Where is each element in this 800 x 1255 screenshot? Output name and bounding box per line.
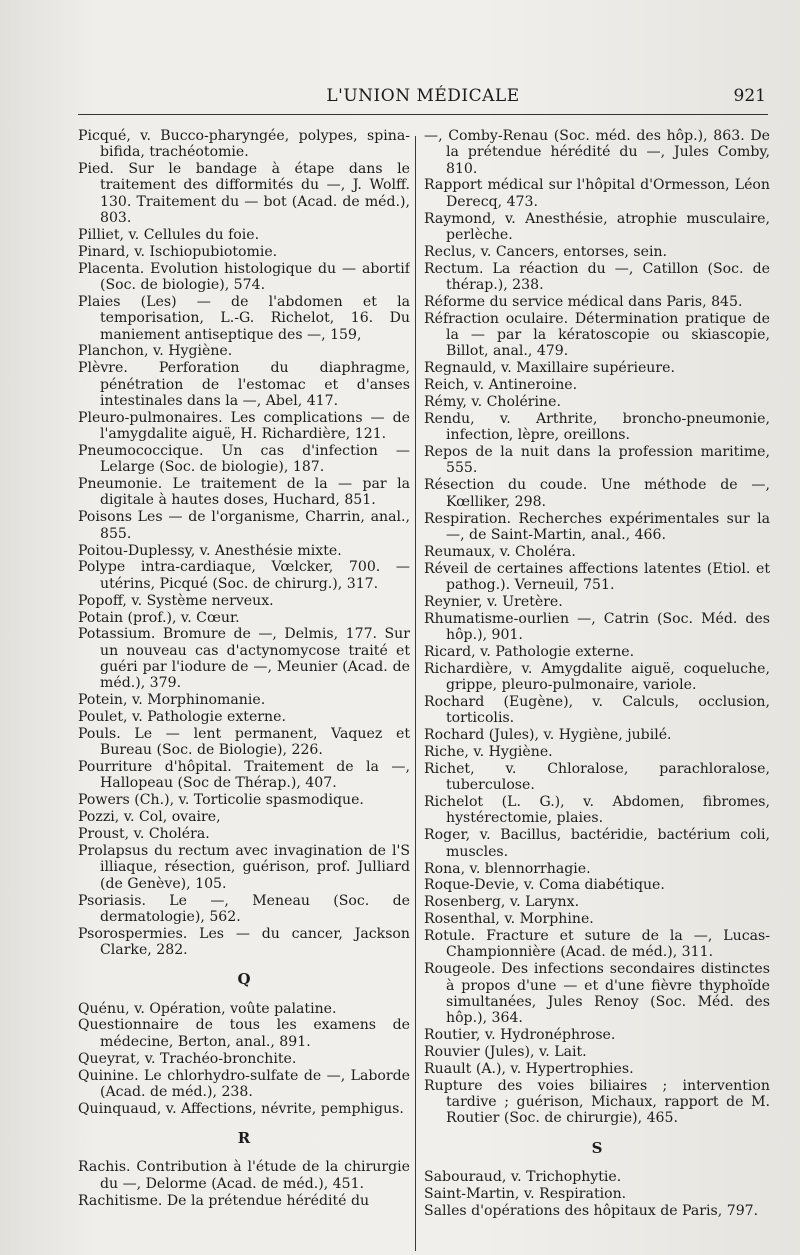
index-entry: Psorospermies. Les — du cancer, Jackson Clarke, 282.	[78, 925, 410, 958]
page-number: 921	[733, 86, 766, 106]
right-column	[424, 128, 770, 1253]
index-entry: Rhumatisme-ourlien —, Catrin (Soc. Méd. des hôp.), 901.	[424, 610, 770, 643]
index-entry: Rouvier (Jules), v. Lait.	[424, 1043, 587, 1060]
index-entry: Poitou-Duplessy, v. Anesthésie mixte.	[78, 542, 342, 559]
index-entry: Potassium. Bromure de —, Delmis, 177. Sur un nouveau cas d'actynomycose traité et guéri par l'iodure de —, Meunier (Acad. de méd.), 379.	[78, 626, 410, 692]
index-entry: Queyrat, v. Trachéo-bronchite.	[78, 1050, 297, 1067]
index-entry: Saint-Martin, v. Respiration.	[424, 1185, 627, 1202]
index-entry: Richelot (L. G.), v. Abdomen, fibromes, hystérectomie, plaies.	[424, 794, 770, 827]
index-entry: Pilliet, v. Cellules du foie.	[78, 226, 260, 243]
index-entry: Plèvre. Perforation du diaphragme, pénétration de l'estomac et d'anses intestinales dans la —, Abel, 417.	[78, 360, 410, 409]
index-entry: Questionnaire de tous les examens de médecine, Berton, anal., 891.	[78, 1017, 410, 1050]
index-entry: Reclus, v. Cancers, entorses, sein.	[424, 243, 668, 260]
left-column	[78, 128, 410, 1253]
index-entry: Roger, v. Bacillus, bactéridie, bactérium coli, muscles.	[424, 827, 770, 860]
index-entry: Pinard, v. Ischiopubiotomie.	[78, 243, 278, 260]
index-entry: Rochard (Eugène), v. Calculs, occlusion, torticolis.	[424, 693, 770, 727]
running-title: L'UNION MÉDICALE	[326, 86, 520, 106]
index-entry: Ricard, v. Pathologie externe.	[424, 643, 635, 660]
index-entry: Riche, v. Hygiène.	[424, 744, 553, 761]
index-entry: Reumaux, v. Choléra.	[424, 543, 576, 560]
index-entry: Pourriture d'hôpital. Traitement de la —, Hallopeau (Soc de Thérap.), 407.	[78, 759, 410, 792]
index-entry: Quinine. Le chlorhydro-sulfate de —, Laborde (Acad. de méd.), 238.	[78, 1067, 410, 1100]
index-entry: Polype intra-cardiaque, Vœlcker, 700. — utérins, Picqué (Soc. de chirurg.), 317.	[78, 559, 410, 592]
index-entry: Sabouraud, v. Trichophytie.	[424, 1168, 622, 1185]
index-entry: Powers (Ch.), v. Torticolie spasmodique.	[78, 792, 364, 809]
index-entry: Routier, v. Hydronéphrose.	[424, 1027, 616, 1044]
index-entry: Rendu, v. Arthrite, broncho-pneumonie, infection, lèpre, oreillons.	[424, 410, 770, 444]
index-entry: Reich, v. Antineroine.	[424, 377, 578, 394]
index-entry: Poulet, v. Pathologie externe.	[78, 709, 286, 726]
index-entry: Rosenthal, v. Morphine.	[424, 911, 594, 928]
index-entry: Ruault (A.), v. Hypertrophies.	[424, 1060, 634, 1077]
index-entry: Picqué, v. Bucco-pharyngée, polypes, spina-bifida, trachéotomie.	[78, 128, 410, 161]
index-entry: Potein, v. Morphinomanie.	[78, 692, 266, 709]
index-entry: Rupture des voies biliaires ; intervention tardive ; guérison, Michaux, rapport de M. Routier (Soc. de chirurgie), 465.	[424, 1077, 770, 1127]
index-entry: Rémy, v. Cholérine.	[424, 394, 561, 411]
index-entry: Psoriasis. Le —, Meneau (Soc. de dermatologie), 562.	[78, 892, 410, 925]
index-entry: Quénu, v. Opération, voûte palatine.	[78, 1000, 337, 1017]
index-entry: Planchon, v. Hygiène.	[78, 343, 233, 360]
index-entry: Reynier, v. Uretère.	[424, 593, 563, 610]
index-entry: Rapport médical sur l'hôpital d'Ormesson, Léon Derecq, 473.	[424, 177, 770, 210]
index-entry: Popoff, v. Système nerveux.	[78, 592, 274, 609]
index-entry: Rectum. La réaction du —, Catillon (Soc. de thérap.), 238.	[424, 260, 770, 294]
section-letter-heading: S	[591, 1138, 603, 1157]
index-entry: Pneumonie. Le traitement de la — par la digitale à hautes doses, Huchard, 851.	[78, 476, 410, 509]
index-entry: Pneumococcique. Un cas d'infection — Lelarge (Soc. de biologie), 187.	[78, 442, 410, 476]
index-entry: Poisons Les — de l'organisme, Charrin, anal., 855.	[78, 509, 410, 542]
index-entry: Roque-Devie, v. Coma diabétique.	[424, 877, 665, 894]
column-divider	[415, 136, 416, 1251]
index-entry: Richardière, v. Amygdalite aiguë, coqueluche, grippe, pleuro-pulmonaire, variole.	[424, 660, 770, 694]
index-entry: Pozzi, v. Col, ovaire,	[78, 809, 221, 826]
index-entry: Pied. Sur le bandage à étape dans le traitement des difformités du —, J. Wolff. 130. Traitement du — bot (Acad. de méd.), 803.	[78, 161, 410, 227]
index-columns	[78, 128, 770, 1253]
index-entry: Regnauld, v. Maxillaire supérieure.	[424, 360, 675, 377]
index-entry: Réveil de certaines affections latentes (Etiol. et pathog.). Verneuil, 751.	[424, 560, 770, 593]
section-letter-heading: Q	[237, 970, 251, 989]
index-entry: Rougeole. Des infections secondaires distinctes à propos d'une — et d'une fièvre thyphoïde simultanées, Jules Renoy (Soc. Méd. des hôp.), 364.	[424, 961, 770, 1027]
index-entry: Potain (prof.), v. Cœur.	[78, 609, 240, 626]
page-header	[78, 84, 768, 115]
index-entry: Rachis. Contribution à l'étude de la chirurgie du —, Delorme (Acad. de méd.), 451.	[78, 1159, 410, 1192]
index-entry: Rochard (Jules), v. Hygiène, jubilé.	[424, 727, 672, 744]
index-entry: Placenta. Evolution histologique du — abortif (Soc. de biologie), 574.	[78, 260, 410, 294]
index-entry: Raymond, v. Anesthésie, atrophie musculaire, perlèche.	[424, 210, 770, 243]
index-entry: Réforme du service médical dans Paris, 845.	[424, 293, 743, 310]
index-entry: Rachitisme. De la prétendue hérédité du	[78, 1192, 370, 1209]
index-entry: Quinquaud, v. Affections, névrite, pemphigus.	[78, 1100, 404, 1117]
index-entry: Pouls. Le — lent permanent, Vaquez et Bureau (Soc. de Biologie), 226.	[78, 725, 410, 759]
index-entry: Repos de la nuit dans la profession maritime, 555.	[424, 444, 770, 477]
index-entry: Rosenberg, v. Larynx.	[424, 894, 580, 911]
index-entry: Rona, v. blennorrhagie.	[424, 860, 591, 877]
section-letter-heading: R	[237, 1129, 251, 1148]
index-entry: Rotule. Fracture et suture de la —, Lucas-Championnière (Acad. de méd.), 311.	[424, 928, 770, 961]
index-entry: Plaies (Les) — de l'abdomen et la temporisation, L.-G. Richelot, 16. Du maniement antiseptique des —, 159,	[78, 293, 410, 343]
index-entry: Salles d'opérations des hôpitaux de Paris, 797.	[424, 1202, 759, 1219]
index-entry: Respiration. Recherches expérimentales sur la —, de Saint-Martin, anal., 466.	[424, 510, 770, 543]
index-entry: Proust, v. Choléra.	[78, 826, 210, 843]
index-entry: Richet, v. Chloralose, parachloralose, tuberculose.	[424, 760, 770, 794]
index-entry: —, Comby-Renau (Soc. méd. des hôp.), 863. De la prétendue hérédité du —, Jules Comby, 810.	[424, 128, 770, 177]
index-entry: Prolapsus du rectum avec invagination de l'S illiaque, résection, guérison, prof. Julliard (de Genève), 105.	[78, 843, 410, 892]
index-entry: Pleuro-pulmonaires. Les complications — de l'amygdalite aiguë, H. Richardière, 121.	[78, 409, 410, 443]
index-entry: Résection du coude. Une méthode de —, Kœlliker, 298.	[424, 477, 770, 510]
index-entry: Réfraction oculaire. Détermination pratique de la — par la kératoscopie ou skiascopie, Billot, anal., 479.	[424, 310, 770, 360]
